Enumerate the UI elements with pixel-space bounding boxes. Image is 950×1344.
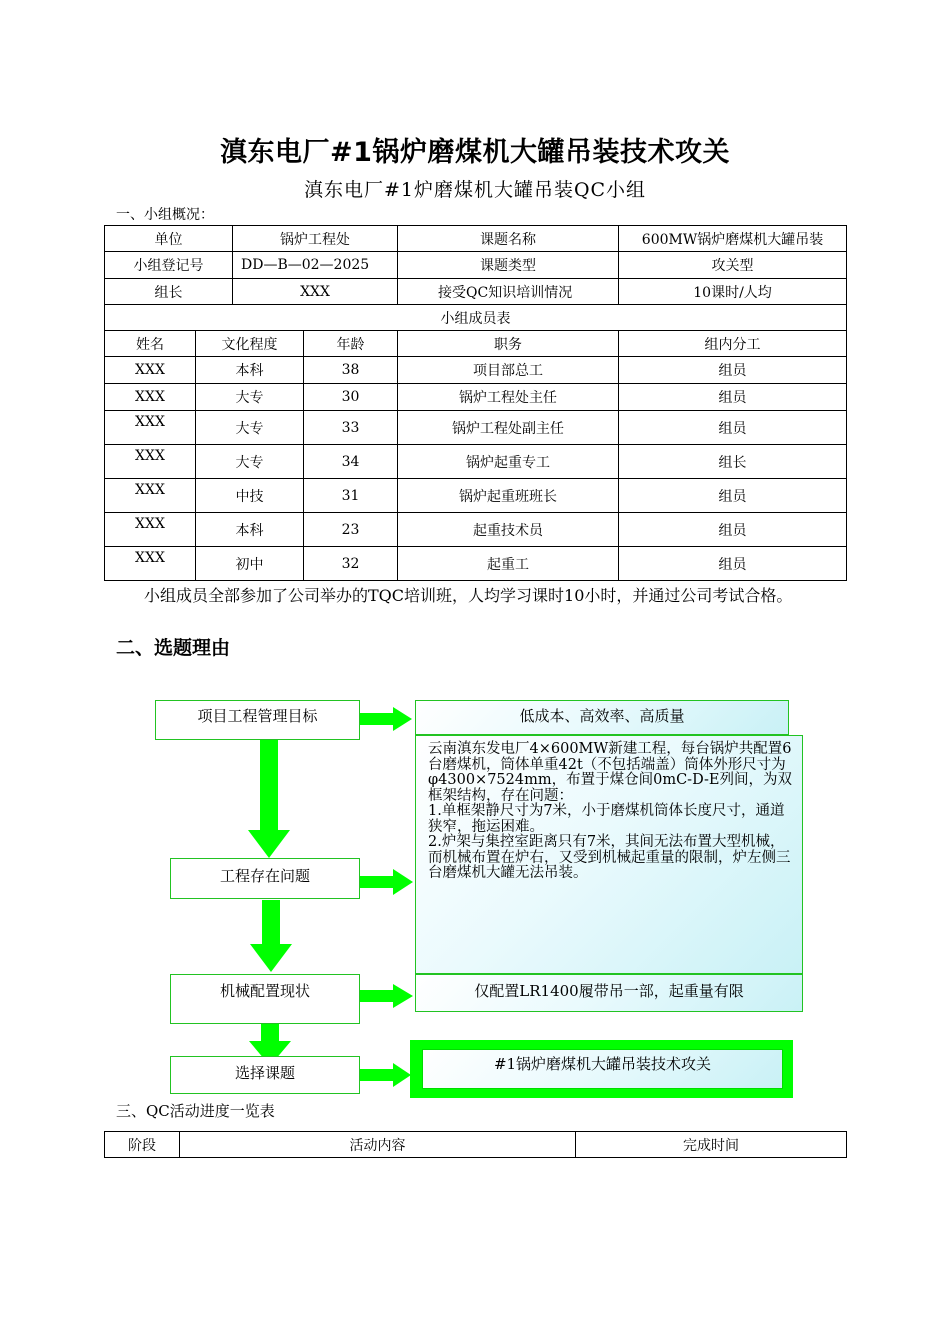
member-position: 起重工: [398, 547, 619, 581]
type-value: 攻关型: [619, 252, 847, 279]
header-position: 职务: [398, 331, 619, 357]
training-value: 10课时/人均: [619, 279, 847, 305]
member-name: XXX: [105, 547, 196, 581]
member-education: 本科: [196, 357, 304, 384]
type-label: 课题类型: [398, 252, 619, 279]
member-position: 起重技术员: [398, 513, 619, 547]
section-heading-schedule: 三、QC活动进度一览表: [116, 1102, 275, 1120]
member-education: 本科: [196, 513, 304, 547]
section-heading-overview: 一、小组概况：: [116, 207, 214, 223]
member-position: 锅炉工程处主任: [398, 384, 619, 411]
flow-box-machine-status: 机械配置现状: [170, 974, 360, 1024]
flow-box-existing-problem: 工程存在问题: [170, 858, 360, 899]
member-position: 锅炉起重专工: [398, 445, 619, 479]
problem-description: 云南滇东发电厂4×600MW新建工程，每台锅炉共配置6台磨煤机，筒体单重42t（不包括端盖）筒体外形尺寸为φ4300×7524mm，布置于煤仓间0mC-D-E列间，为双框架结构，存在问题： 1.单框架静尺寸为7米，小于磨煤机筒体长度尺寸，通道狭窄，拖运困难。 2.炉架与集控室距离只有7米，其间无法布置大型机械，而机械布置在炉右，又受到机械起重量的限制，炉左侧三台磨煤机大罐无法吊装。: [428, 741, 792, 881]
flow-box-management-goal: 项目工程管理目标: [155, 700, 360, 740]
right-arrow: [360, 984, 413, 1008]
member-name: XXX: [105, 411, 196, 445]
header-age: 年龄: [304, 331, 398, 357]
schedule-header-stage: 阶段: [105, 1132, 180, 1158]
flow-box-goal-detail: 低成本、高效率、高质量: [415, 700, 789, 735]
reg-value: DD—B—02—2025: [233, 252, 398, 279]
member-name: XXX: [105, 513, 196, 547]
member-age: 23: [304, 513, 398, 547]
member-role: 组员: [619, 513, 847, 547]
flow-box-problem-detail: [415, 735, 803, 974]
leader-value: XXX: [233, 279, 398, 305]
down-arrow: [248, 722, 290, 858]
member-education: 大专: [196, 411, 304, 445]
section-heading-reason: 二、选题理由: [116, 637, 231, 659]
member-education: 初中: [196, 547, 304, 581]
page-title: 滇东电厂#1锅炉磨煤机大罐吊装技术攻关: [220, 137, 730, 168]
header-name: 姓名: [105, 331, 196, 357]
schedule-table: [104, 1131, 847, 1158]
member-role: 组长: [619, 445, 847, 479]
schedule-header-time: 完成时间: [576, 1132, 847, 1158]
flow-box-machine-detail: 仅配置LR1400履带吊一部，起重量有限: [415, 974, 803, 1012]
training-label: 接受QC知识培训情况: [398, 279, 619, 305]
member-age: 30: [304, 384, 398, 411]
training-paragraph: 小组成员全部参加了公司举办的TQC培训班，人均学习课时10小时，并通过公司考试合格。: [144, 586, 793, 605]
flow-box-select-subject: 选择课题: [170, 1056, 360, 1094]
member-name: XXX: [105, 357, 196, 384]
reg-label: 小组登记号: [105, 252, 233, 279]
member-role: 组员: [619, 357, 847, 384]
member-role: 组员: [619, 384, 847, 411]
schedule-header-content: 活动内容: [180, 1132, 576, 1158]
member-name: XXX: [105, 479, 196, 513]
right-arrow: [360, 869, 413, 895]
member-age: 38: [304, 357, 398, 384]
member-role: 组员: [619, 479, 847, 513]
member-age: 32: [304, 547, 398, 581]
right-arrow: [360, 1063, 411, 1087]
member-position: 项目部总工: [398, 357, 619, 384]
unit-value: 锅炉工程处: [233, 226, 398, 252]
member-position: 锅炉工程处副主任: [398, 411, 619, 445]
right-arrow: [360, 707, 412, 731]
member-education: 大专: [196, 445, 304, 479]
member-education: 中技: [196, 479, 304, 513]
down-arrow: [250, 900, 292, 972]
header-education: 文化程度: [196, 331, 304, 357]
member-age: 33: [304, 411, 398, 445]
member-age: 34: [304, 445, 398, 479]
leader-label: 组长: [105, 279, 233, 305]
member-name: XXX: [105, 445, 196, 479]
member-age: 31: [304, 479, 398, 513]
header-role: 组内分工: [619, 331, 847, 357]
unit-label: 单位: [105, 226, 233, 252]
member-name: XXX: [105, 384, 196, 411]
page-subtitle: 滇东电厂#1炉磨煤机大罐吊装QC小组: [303, 179, 647, 201]
topic-label: 课题名称: [398, 226, 619, 252]
member-education: 大专: [196, 384, 304, 411]
topic-value: 600MW锅炉磨煤机大罐吊装: [619, 226, 847, 252]
member-role: 组员: [619, 411, 847, 445]
flow-box-subject: #1锅炉磨煤机大罐吊装技术攻关: [422, 1049, 783, 1089]
member-role: 组员: [619, 547, 847, 581]
members-table-title: 小组成员表: [105, 305, 847, 331]
member-position: 锅炉起重班班长: [398, 479, 619, 513]
